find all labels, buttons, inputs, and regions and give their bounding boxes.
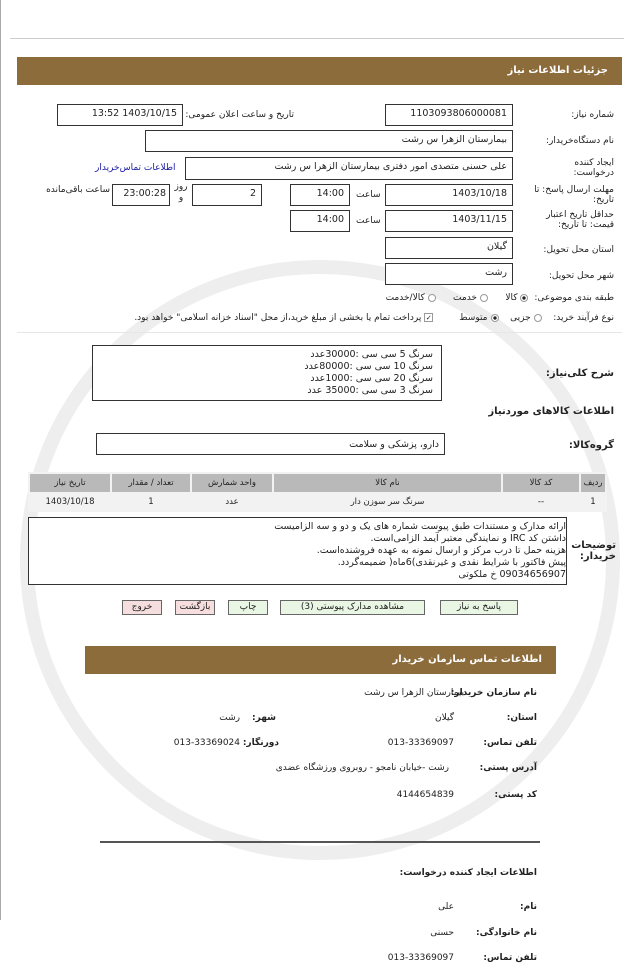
days-label: روز و: [174, 182, 188, 203]
creator-phone-label: تلفن تماس:: [483, 953, 537, 963]
postal-value: 4144654839: [396, 790, 454, 800]
cell-row-number: 1: [581, 494, 605, 510]
announce-field: 1403/10/15 13:52: [57, 104, 183, 126]
left-border: [0, 0, 1, 920]
postal-label: کد پستی:: [494, 790, 537, 800]
validity-date-field: 1403/11/15: [385, 210, 513, 232]
description-line: سرنگ 10 سی سی :80000عدد: [304, 361, 433, 372]
goods-heading: اطلاعات کالاهای موردنیاز: [488, 406, 614, 417]
cell-quantity: 1: [112, 494, 190, 510]
category-radio-service[interactable]: [480, 294, 488, 302]
address-value: رشت -خیابان نامجو - روبروی ورزشگاه عضدی: [275, 763, 449, 773]
col-header: تاریخ نیاز: [30, 474, 110, 492]
cell-unit: عدد: [192, 494, 272, 510]
creator-heading: اطلاعات ایجاد کننده درخواست:: [399, 868, 537, 878]
group-field: دارو، پزشکی و سلامت: [96, 433, 445, 455]
deadline-label: مهلت ارسال پاسخ: تا تاریخ:: [534, 185, 614, 205]
notes-line: 09034656907 خ ملکوتی: [458, 569, 566, 580]
description-field: [92, 345, 442, 401]
deadline-time-label: ساعت: [356, 190, 381, 200]
province-label: استان محل تحویل:: [543, 245, 614, 255]
description-line: سرنگ 20 سی سی :1000عدد: [310, 373, 433, 384]
col-header: تعداد / مقدار: [112, 474, 190, 492]
city-value: رشت: [219, 713, 240, 723]
notes-field: [28, 517, 567, 585]
buyer-field: بیمارستان الزهرا س رشت: [145, 130, 513, 152]
group-label: گروه‌کالا:: [568, 440, 614, 451]
deadline-time-field: 14:00: [290, 184, 350, 206]
validity-label: حداقل تاریخ اعتبار قیمت: تا تاریخ:: [546, 210, 614, 230]
category-row: [386, 293, 614, 303]
family-label: نام خانوادگی:: [475, 928, 537, 938]
category-option-label: خدمت: [453, 293, 477, 303]
deadline-date-field: 1403/10/18: [385, 184, 513, 206]
reply-button[interactable]: پاسخ به نیاز: [440, 600, 518, 615]
table-row: [30, 494, 605, 510]
section-divider: [17, 332, 622, 333]
validity-time-label: ساعت: [356, 216, 381, 226]
validity-time-field: 14:00: [290, 210, 350, 232]
cell-name: سرنگ سر سوزن دار: [274, 494, 501, 510]
process-label: نوع فرآیند خرید:: [553, 313, 614, 323]
goods-table: [28, 472, 607, 512]
family-value: حسنی: [430, 928, 454, 938]
payment-checkbox[interactable]: ✓: [425, 314, 432, 322]
top-divider: [10, 38, 624, 39]
buyer-contact-link[interactable]: اطلاعات تماس‌خریدار: [95, 163, 176, 173]
category-option-label: کالا: [505, 293, 518, 303]
province-field: گیلان: [385, 237, 513, 259]
process-radio-minor[interactable]: [534, 314, 542, 322]
notes-line: پیش فاکتور با شرایط نقدی و غیرنقدی)6ماه( ضمیمه‌گردد.: [337, 557, 566, 568]
announce-label: تاریخ و ساعت اعلان عمومی:: [185, 110, 294, 120]
payment-note: پرداخت تمام یا بخشی از مبلغ خرید،از محل "اسناد خزانه اسلامی" خواهد بود.: [134, 313, 422, 323]
org-value: بیمارستان الزهرا س رشت: [364, 688, 464, 698]
name-label: نام:: [520, 902, 537, 912]
col-header: واحد شمارش: [192, 474, 272, 492]
description-line: سرنگ 3 سی سی :35000 عدد: [307, 385, 433, 396]
view-documents-button[interactable]: مشاهده مدارک پیوستی (3): [280, 600, 425, 615]
cell-date: 1403/10/18: [30, 494, 110, 510]
cell-code: --: [503, 494, 579, 510]
province-value: گیلان: [435, 713, 454, 723]
notes-line: ارائه مدارک و مستندات طبق پیوست شماره های یک و دو و سه الزامیست: [274, 521, 566, 532]
notes-line: داشتن کد IRC و نمایندگی معتبر آیمد الزامی‌است.: [370, 533, 566, 544]
process-row: [134, 313, 614, 323]
phone-value: 013-33369097: [387, 738, 454, 748]
table-header-row: [30, 474, 605, 492]
category-option-label: کالا/خدمت: [385, 293, 425, 303]
col-header: کد کالا: [503, 474, 579, 492]
creator-phone-value: 013-33369097: [387, 953, 454, 963]
contact-title: اطلاعات تماس سازمان خریدار: [392, 654, 542, 665]
need-number-field: 1103093806000081: [385, 104, 513, 126]
fax-label: دورنگار:: [242, 738, 279, 748]
category-label: طبقه بندی موضوعی:: [534, 293, 614, 303]
creator-field: علی حسنی متصدی امور دفتری بیمارستان الزهرا س رشت: [185, 157, 513, 180]
name-value: علی: [438, 902, 454, 912]
description-label: شرح کلی‌نیاز:: [545, 368, 614, 379]
notes-line: هزینه حمل تا درب مرکز و ارسال نمونه به عهده فروشنده‌است.: [316, 545, 566, 556]
province-label: استان:: [506, 713, 537, 723]
page-header: [17, 57, 622, 85]
address-label: آدرس پستی:: [479, 763, 537, 773]
notes-label: توضیحات خریدار:: [571, 540, 616, 562]
contact-header: [85, 646, 556, 674]
fax-value: 013-33369024: [173, 738, 240, 748]
category-radio-both[interactable]: [428, 294, 436, 302]
need-number-label: شماره نیاز:: [571, 110, 614, 120]
city-label: شهر:: [252, 713, 276, 723]
exit-button[interactable]: خروج: [122, 600, 162, 615]
city-field: رشت: [385, 263, 513, 285]
org-label: نام سازمان خریدار:: [450, 688, 537, 698]
col-header: ردیف: [581, 474, 605, 492]
creator-label: ایجاد کننده درخواست:: [573, 158, 614, 178]
print-button[interactable]: چاپ: [228, 600, 268, 615]
page-title: جزئیات اطلاعات نیاز: [507, 65, 608, 76]
col-header: نام کالا: [274, 474, 501, 492]
phone-label: تلفن تماس:: [483, 738, 537, 748]
remaining-label: ساعت باقی‌مانده: [46, 185, 110, 195]
process-option-label: جزیی: [510, 313, 531, 323]
description-line: سرنگ 5 سی سی :30000عدد: [310, 349, 433, 360]
category-radio-goods[interactable]: [520, 294, 528, 302]
process-option-label: متوسط: [459, 313, 488, 323]
remaining-time-field: 23:00:28: [112, 184, 170, 206]
buyer-label: نام دستگاه‌خریدار:: [545, 136, 614, 146]
days-field: 2: [192, 184, 262, 206]
city-label: شهر محل تحویل:: [548, 271, 614, 281]
process-radio-medium[interactable]: [491, 314, 499, 322]
back-button[interactable]: بازگشت: [175, 600, 215, 615]
contact-divider: [100, 841, 540, 843]
